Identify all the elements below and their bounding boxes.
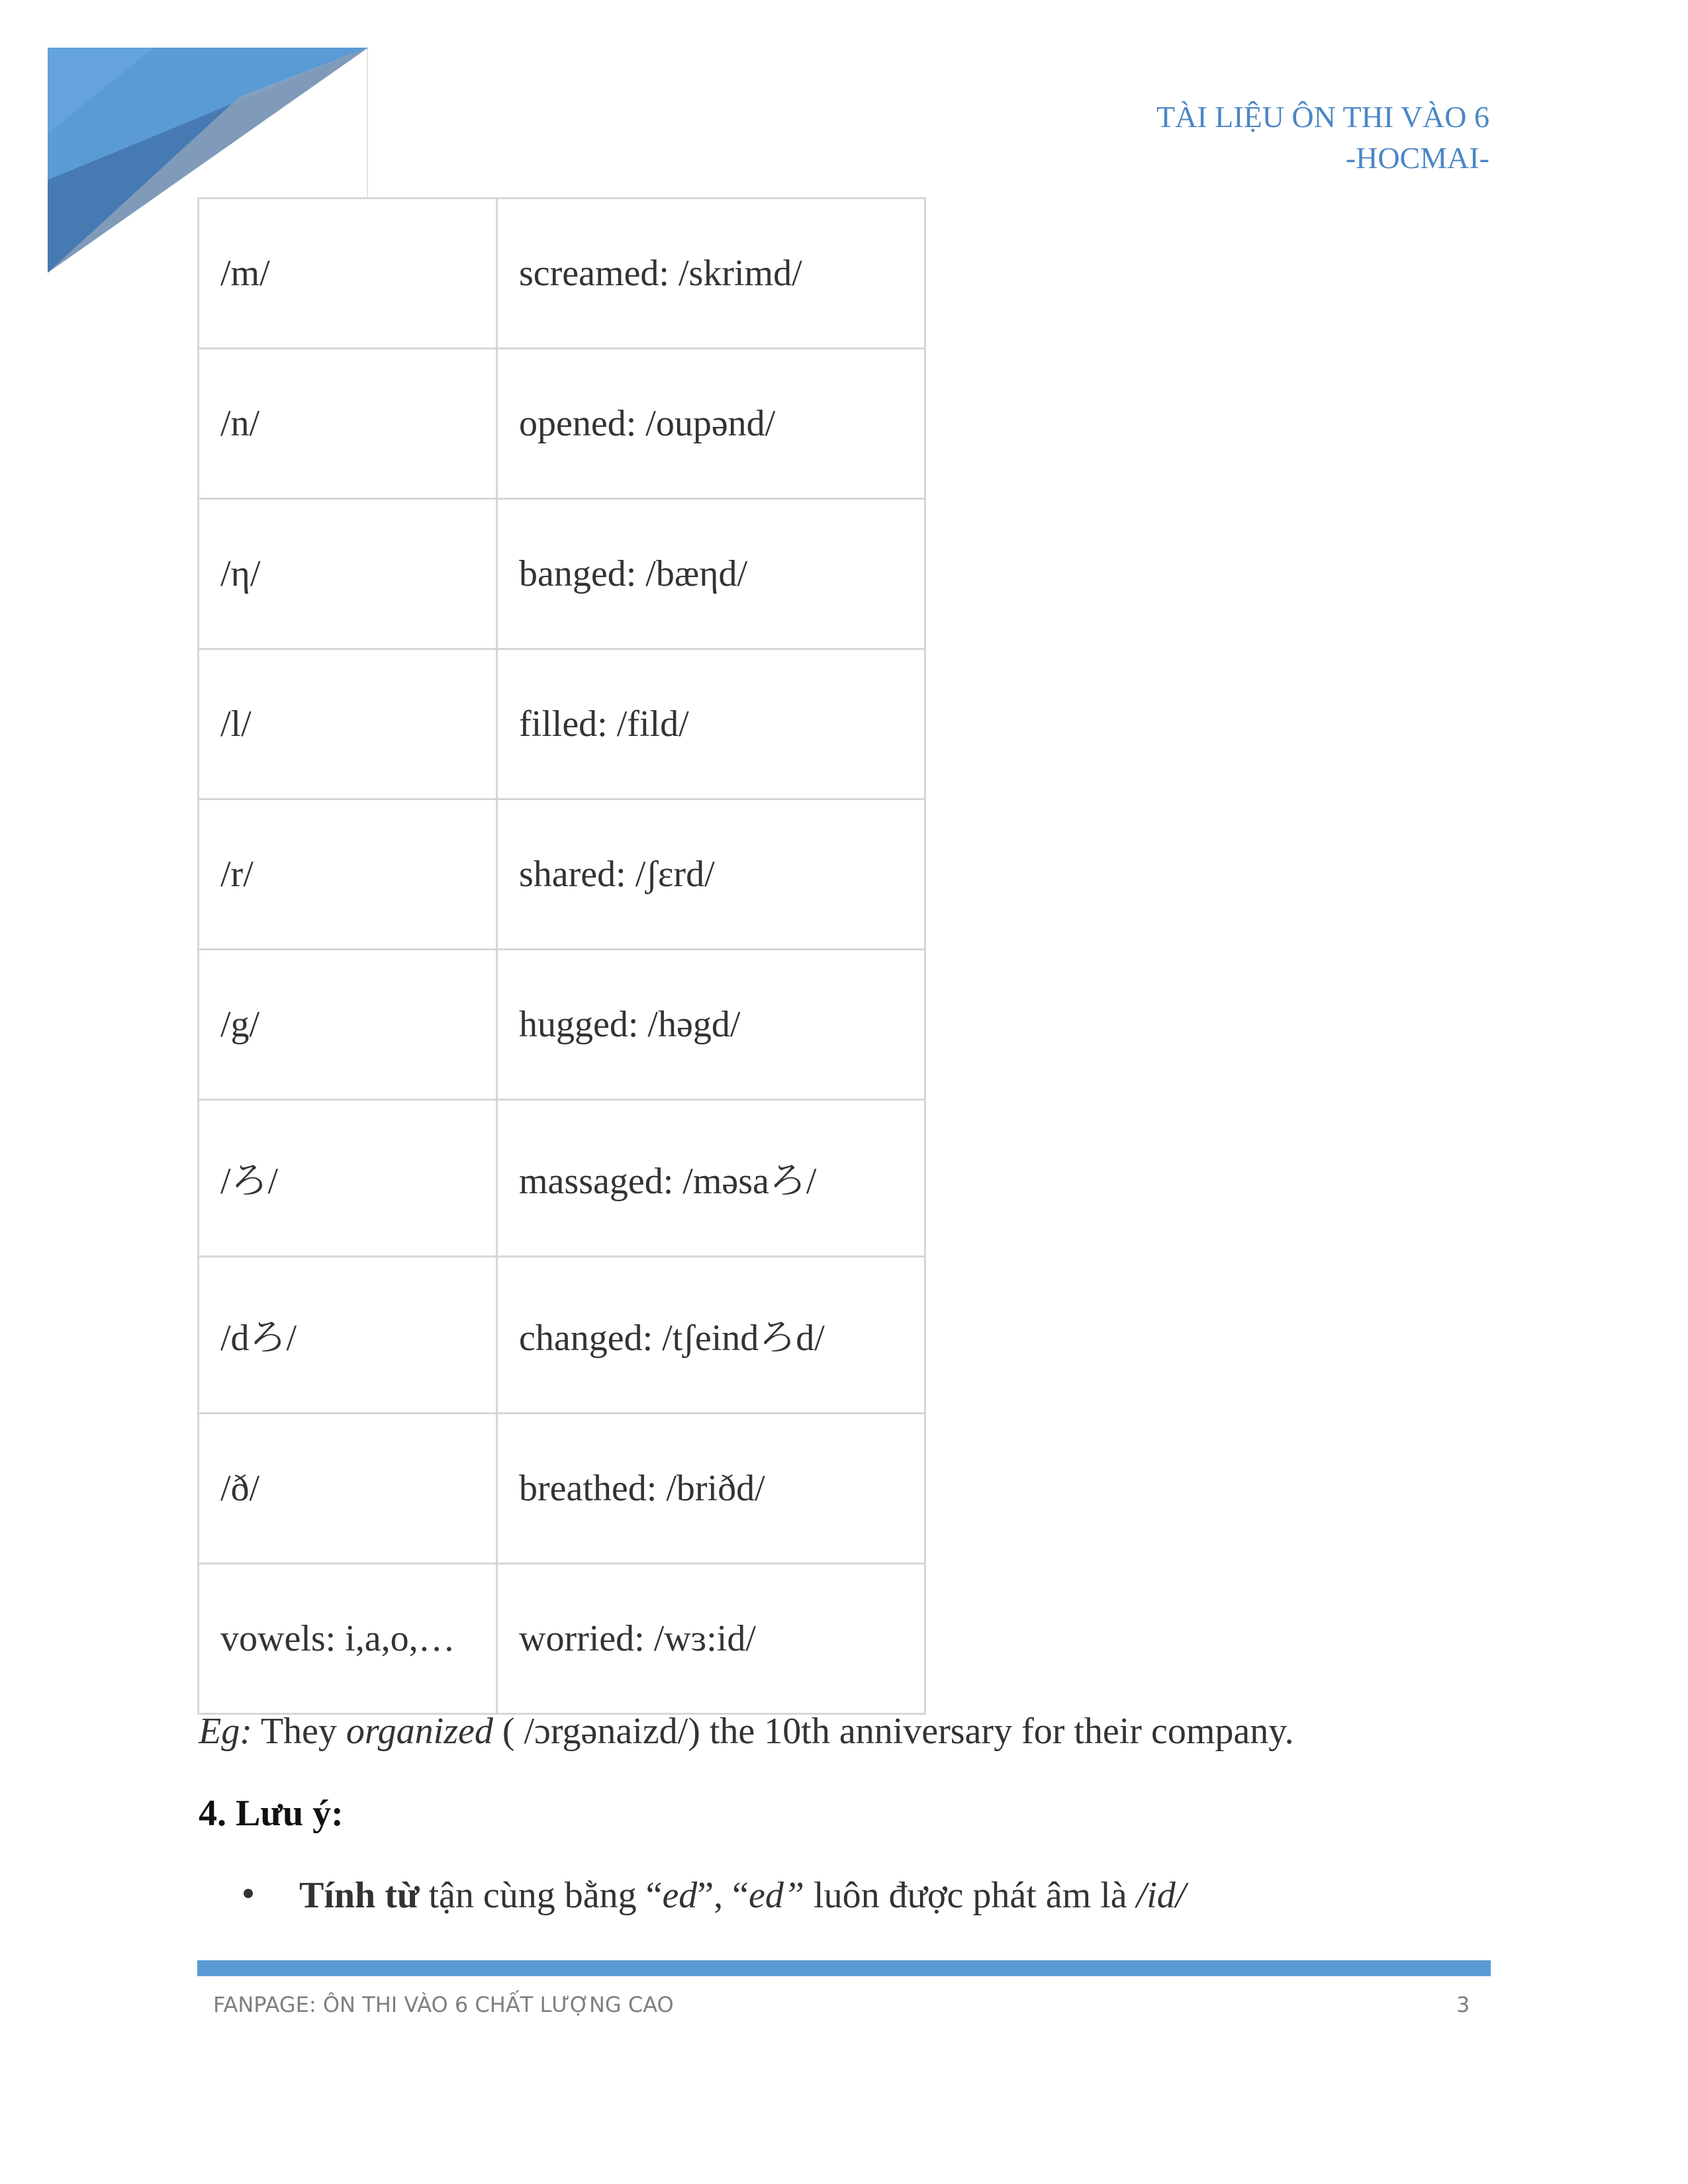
list-item-text: [299, 1875, 1186, 1916]
example-text-2: ( /ɔrgənaizd/) the 10th anniversary for their company.: [492, 1711, 1294, 1752]
table-row: [199, 499, 925, 649]
table-row: [199, 950, 925, 1100]
table-row: [199, 349, 925, 499]
example-cell: massaged: /məsaろ/: [497, 1100, 925, 1257]
sound-cell: /m/: [199, 199, 497, 349]
bullet-ipa: /id/: [1136, 1875, 1186, 1916]
example-cell: banged: /bæηd/: [497, 499, 925, 649]
sound-cell: /l/: [199, 649, 497, 799]
pronunciation-table: [197, 197, 926, 1715]
sound-cell: /dろ/: [199, 1257, 497, 1414]
example-cell: breathed: /briðd/: [497, 1414, 925, 1564]
bullet-bold: Tính từ: [299, 1875, 420, 1916]
footer-fanpage: FANPAGE: ÔN THI VÀO 6 CHẤT LƯỢNG CAO: [213, 1992, 674, 2017]
table-row: [199, 1564, 925, 1714]
list-item: [245, 1874, 1186, 1917]
table-row: [199, 1100, 925, 1257]
document-header: [1156, 97, 1489, 179]
sound-cell: /g/: [199, 950, 497, 1100]
example-cell: opened: /oupənd/: [497, 349, 925, 499]
table-row: [199, 1257, 925, 1414]
example-sentence: [199, 1710, 1294, 1752]
bullet-text-3: luôn được phát âm là: [804, 1875, 1137, 1916]
footer-divider: [197, 1960, 1491, 1976]
section-heading: 4. Lưu ý:: [199, 1793, 344, 1834]
example-cell: shared: /ʃɛrd/: [497, 799, 925, 950]
table-row: [199, 1414, 925, 1564]
bullet-text-1: tận cùng bằng “: [419, 1875, 663, 1916]
example-word: organized: [346, 1711, 493, 1752]
bullet-ed-2: ed”: [749, 1875, 805, 1916]
header-subtitle: -HOCMAI-: [1345, 141, 1489, 175]
table-row: [199, 199, 925, 349]
bullet-icon: [244, 1889, 253, 1898]
header-title: TÀI LIỆU ÔN THI VÀO 6: [1156, 100, 1489, 134]
bullet-ed-1: ed: [662, 1875, 698, 1916]
sound-cell: /r/: [199, 799, 497, 950]
page-number: 3: [1456, 1992, 1470, 2017]
example-cell: worried: /wɜ:id/: [497, 1564, 925, 1714]
sound-cell: vowels: i,a,o,…: [199, 1564, 497, 1714]
example-cell: filled: /fild/: [497, 649, 925, 799]
example-cell: hugged: /həgd/: [497, 950, 925, 1100]
table-row: [199, 799, 925, 950]
sound-cell: /ろ/: [199, 1100, 497, 1257]
table-row: [199, 649, 925, 799]
example-cell: changed: /tʃeindろd/: [497, 1257, 925, 1414]
sound-cell: /η/: [199, 499, 497, 649]
example-label: Eg:: [199, 1711, 252, 1752]
example-text-1: They: [252, 1711, 346, 1752]
example-cell: screamed: /skrimd/: [497, 199, 925, 349]
bullet-text-2: ”, “: [697, 1875, 749, 1916]
sound-cell: /ð/: [199, 1414, 497, 1564]
sound-cell: /n/: [199, 349, 497, 499]
